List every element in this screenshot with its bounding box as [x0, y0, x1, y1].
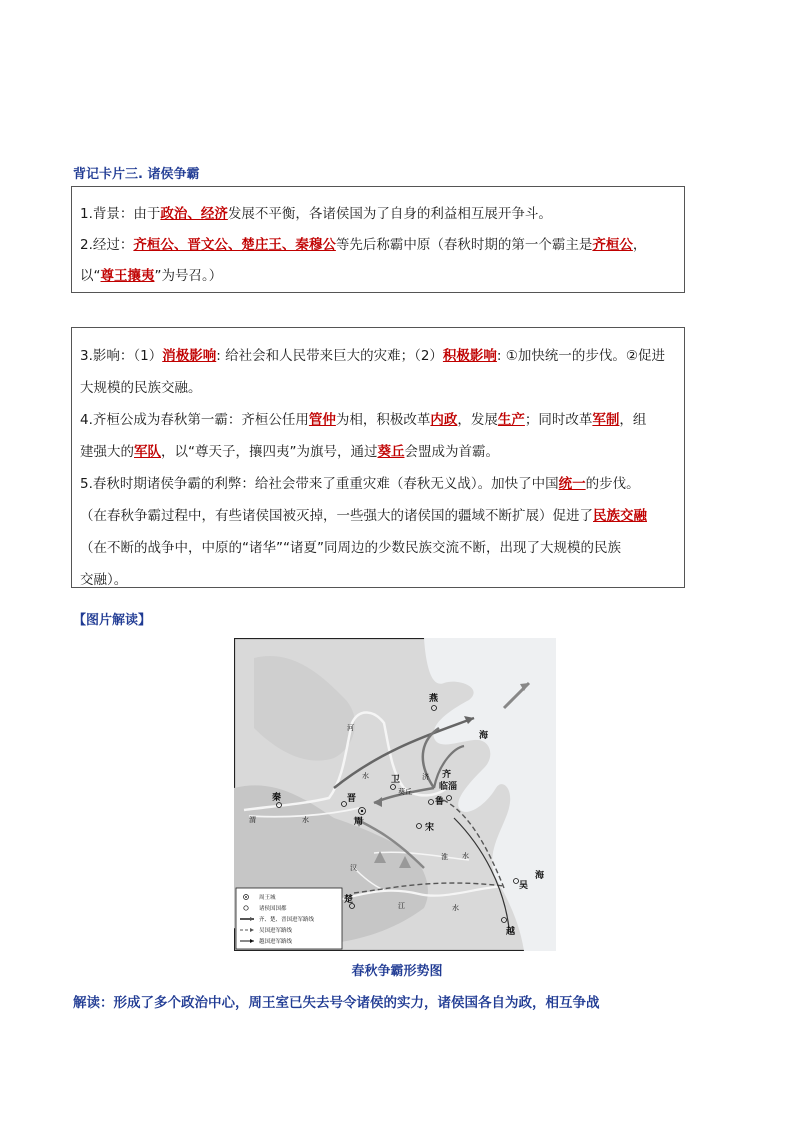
- text: 的步伐。: [585, 476, 640, 492]
- answer-blank: 尊王攘夷: [100, 268, 155, 284]
- text: 大规模的民族交融。: [80, 380, 202, 396]
- text: 2.经过：: [80, 237, 134, 253]
- map-label-jiang: 江: [398, 902, 405, 910]
- map-label-huai: 淮: [441, 853, 448, 861]
- text: 交融）。: [80, 572, 128, 588]
- line-background: [80, 199, 676, 230]
- text: （在不断的战争中，中原的“诸华”“诸夏”同周边的少数民族交流不断，出现了大规模的民族: [80, 540, 621, 556]
- answer-blank: 齐桓公、晋文公、楚庄王、秦穆公: [133, 237, 336, 253]
- text: : ①加快统一的步伐。②促进: [496, 348, 665, 364]
- text: ，组: [619, 412, 647, 428]
- line-slogan: [80, 261, 676, 292]
- text: ；同时改革: [524, 412, 593, 428]
- answer-blank: 管仲: [308, 412, 336, 428]
- text: ，发展: [457, 412, 498, 428]
- answer-blank: 民族交融: [593, 508, 647, 524]
- answer-blank: 政治、经济: [160, 206, 228, 222]
- map-label-shui3: 水: [462, 852, 469, 860]
- map-label-shui2: 水: [302, 816, 309, 824]
- line-pros-cons-3: [80, 532, 676, 564]
- map-label-shui: 水: [362, 772, 369, 780]
- map-label-song: 宋: [425, 823, 435, 833]
- answer-blank: 军制: [592, 412, 620, 428]
- legend-wu-route: 吴国进军路线: [259, 928, 293, 934]
- text: 3.影响：（1）: [80, 348, 163, 364]
- text: 发展不平衡，各诸侯国为了自身的利益相互展开争斗。: [227, 206, 552, 222]
- line-influence: [80, 340, 676, 372]
- text: 为相，积极改革: [335, 412, 431, 428]
- legend-qi-chu-jin-route: 齐、楚、晋国进军路线: [259, 917, 315, 923]
- map-legend: [236, 888, 342, 949]
- map-label-wei-river: 渭: [249, 816, 256, 824]
- card-box-background-process: [71, 186, 685, 293]
- line-influence-cont: [80, 372, 676, 404]
- map-label-kuiqiu: 葵丘: [398, 788, 412, 796]
- answer-blank: 统一: [558, 476, 586, 492]
- text: 4.齐桓公成为春秋第一霸：齐桓公任用: [80, 412, 309, 428]
- map-label-shui4: 水: [452, 904, 459, 912]
- text: （在春秋争霸过程中，有些诸侯国被灭掉，一些强大的诸侯国的疆域不断扩展）促进了: [80, 508, 593, 524]
- legend-state-capital: 诸侯国国都: [259, 906, 287, 912]
- line-pros-cons-2: [80, 500, 676, 532]
- map-label-jin: 晋: [347, 794, 357, 804]
- answer-blank: 葵丘: [377, 444, 405, 460]
- map-label-hai2: 海: [535, 871, 545, 881]
- text: 5.春秋时期诸侯争霸的利弊：给社会带来了重重灾难（春秋无义战）。加快了中国: [80, 476, 559, 492]
- line-process: [80, 230, 676, 261]
- map-reading: 解读：形成了多个政治中心，周王室已失去号令诸侯的实力，诸侯国各自为政，相互争战: [73, 995, 600, 1011]
- text: : 给社会和人民带来巨大的灾难；（2）: [216, 348, 443, 364]
- text: 1.背景：由于: [80, 206, 161, 222]
- card-box-influence: [71, 327, 685, 588]
- answer-blank: 消极影响: [162, 348, 217, 364]
- spring-autumn-hegemony-map: [234, 638, 556, 951]
- picture-reading-title: 【图片解读】: [73, 613, 152, 628]
- text: 以“: [80, 268, 101, 284]
- map-label-lu: 鲁: [435, 797, 445, 807]
- answer-blank: 军队: [134, 444, 161, 460]
- map-label-linzi: 临淄: [439, 782, 458, 792]
- answer-blank: 内政: [430, 412, 458, 428]
- line-qi-huangong: [80, 404, 676, 436]
- answer-blank: 齐桓公: [592, 237, 633, 253]
- map-label-han: 汉: [350, 864, 357, 872]
- text: 会盟成为首霸。: [404, 444, 499, 460]
- map-label-wei: 卫: [391, 775, 401, 785]
- map-label-ji: 济: [422, 773, 429, 781]
- text: ”为号召。）: [154, 268, 223, 284]
- map-label-wu: 吴: [519, 881, 529, 891]
- text: ，以“尊天子，攘四夷”为旗号，通过: [161, 444, 378, 460]
- map-label-he: 河: [347, 724, 354, 732]
- map-label-hai: 海: [479, 731, 489, 741]
- line-qi-huangong-cont: [80, 436, 676, 468]
- legend-zhou-capital: 周王城: [259, 895, 276, 901]
- map-label-zhou: 周: [354, 817, 364, 827]
- map-caption: 春秋争霸形势图: [351, 964, 443, 979]
- card-title: 背记卡片三. 诸侯争霸: [73, 167, 200, 182]
- text: 建强大的: [80, 444, 134, 460]
- legend-yue-route: 越国进军路线: [259, 939, 293, 945]
- map-label-yan: 燕: [429, 694, 439, 704]
- map-label-chu: 楚: [344, 895, 354, 905]
- text: 等先后称霸中原（春秋时期的第一个霸主是: [335, 237, 593, 253]
- map-label-qi: 齐: [442, 770, 452, 780]
- line-pros-cons-4: [80, 564, 676, 596]
- map-label-qin: 秦: [272, 793, 282, 803]
- line-pros-cons: [80, 468, 676, 500]
- answer-blank: 积极影响: [442, 348, 497, 364]
- text: ，: [632, 237, 647, 253]
- answer-blank: 生产: [497, 412, 525, 428]
- map-label-yue: 越: [506, 927, 516, 937]
